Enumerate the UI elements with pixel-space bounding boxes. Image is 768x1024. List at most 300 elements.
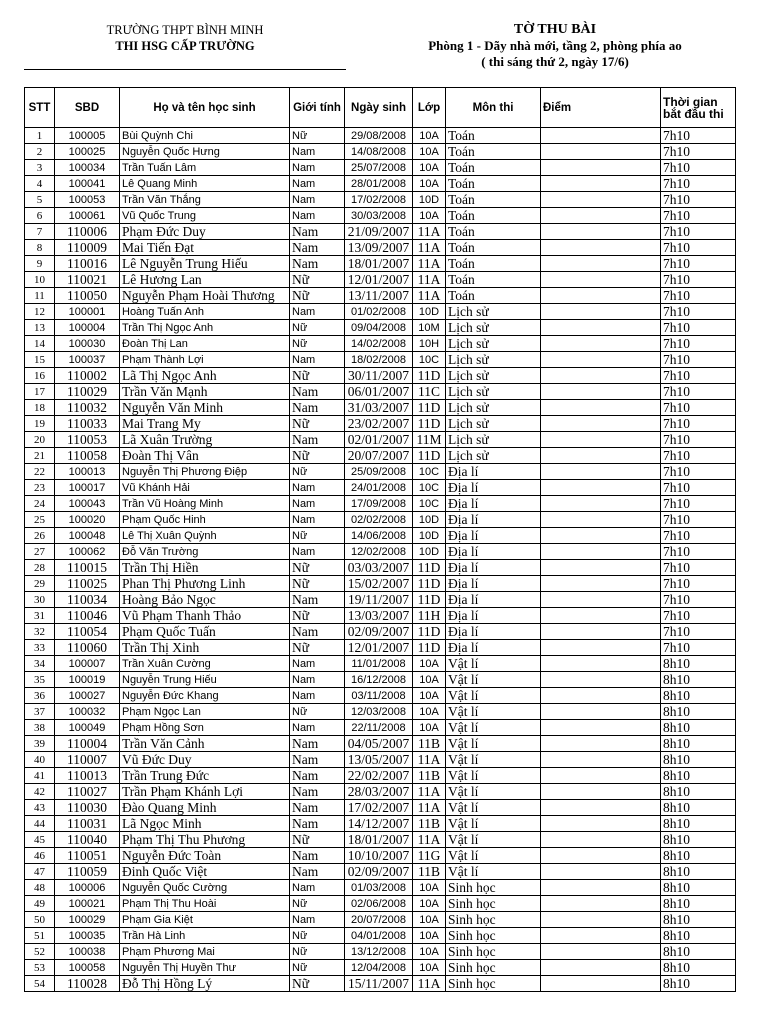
cell-class: 11B bbox=[413, 736, 446, 752]
cell-class: 10A bbox=[413, 128, 446, 144]
cell-class: 10A bbox=[413, 720, 446, 736]
cell-gender: Nam bbox=[290, 208, 345, 224]
cell-start-time: 8h10 bbox=[661, 656, 736, 672]
room-info: Phòng 1 - Dãy nhà mới, tầng 2, phòng phía ao bbox=[428, 38, 682, 53]
cell-name: Trần Văn Thắng bbox=[120, 192, 290, 208]
cell-start-time: 8h10 bbox=[661, 976, 736, 992]
cell-stt: 43 bbox=[25, 800, 55, 816]
cell-stt: 32 bbox=[25, 624, 55, 640]
cell-subject: Địa lí bbox=[446, 608, 541, 624]
cell-gender: Nam bbox=[290, 144, 345, 160]
col-header-score: Điểm bbox=[541, 88, 661, 128]
cell-subject: Vật lí bbox=[446, 704, 541, 720]
cell-class: 11D bbox=[413, 400, 446, 416]
cell-sbd: 110016 bbox=[55, 256, 120, 272]
cell-class: 10C bbox=[413, 480, 446, 496]
cell-gender: Nữ bbox=[290, 560, 345, 576]
cell-dob: 25/07/2008 bbox=[345, 160, 413, 176]
cell-sbd: 110021 bbox=[55, 272, 120, 288]
cell-dob: 13/12/2008 bbox=[345, 944, 413, 960]
cell-class: 11A bbox=[413, 272, 446, 288]
cell-class: 11D bbox=[413, 640, 446, 656]
cell-score bbox=[541, 512, 661, 528]
cell-subject: Địa lí bbox=[446, 624, 541, 640]
table-row bbox=[25, 544, 736, 560]
cell-class: 10H bbox=[413, 336, 446, 352]
cell-gender: Nam bbox=[290, 192, 345, 208]
cell-subject: Lịch sử bbox=[446, 368, 541, 384]
cell-score bbox=[541, 640, 661, 656]
cell-stt: 51 bbox=[25, 928, 55, 944]
cell-subject: Toán bbox=[446, 224, 541, 240]
cell-score bbox=[541, 464, 661, 480]
cell-dob: 02/09/2007 bbox=[345, 624, 413, 640]
cell-subject: Sinh học bbox=[446, 880, 541, 896]
cell-class: 10A bbox=[413, 144, 446, 160]
cell-score bbox=[541, 384, 661, 400]
cell-start-time: 8h10 bbox=[661, 928, 736, 944]
cell-gender: Nam bbox=[290, 224, 345, 240]
cell-class: 10A bbox=[413, 672, 446, 688]
cell-name: Đào Quang Minh bbox=[120, 800, 290, 816]
cell-stt: 29 bbox=[25, 576, 55, 592]
cell-class: 10A bbox=[413, 960, 446, 976]
cell-class: 10A bbox=[413, 944, 446, 960]
cell-sbd: 100005 bbox=[55, 128, 120, 144]
cell-dob: 01/03/2008 bbox=[345, 880, 413, 896]
cell-subject: Vật lí bbox=[446, 768, 541, 784]
cell-score bbox=[541, 656, 661, 672]
cell-dob: 14/08/2008 bbox=[345, 144, 413, 160]
cell-score bbox=[541, 752, 661, 768]
table-body bbox=[25, 128, 736, 992]
cell-sbd: 100035 bbox=[55, 928, 120, 944]
table-row bbox=[25, 816, 736, 832]
col-header-start-time: Thời gian bắt đầu thi bbox=[661, 88, 736, 128]
cell-start-time: 7h10 bbox=[661, 496, 736, 512]
cell-sbd: 100013 bbox=[55, 464, 120, 480]
cell-start-time: 7h10 bbox=[661, 512, 736, 528]
cell-sbd: 110002 bbox=[55, 368, 120, 384]
cell-stt: 25 bbox=[25, 512, 55, 528]
cell-stt: 35 bbox=[25, 672, 55, 688]
cell-gender: Nữ bbox=[290, 576, 345, 592]
cell-subject: Toán bbox=[446, 144, 541, 160]
cell-sbd: 110034 bbox=[55, 592, 120, 608]
cell-start-time: 7h10 bbox=[661, 128, 736, 144]
cell-start-time: 8h10 bbox=[661, 960, 736, 976]
cell-start-time: 7h10 bbox=[661, 272, 736, 288]
cell-score bbox=[541, 944, 661, 960]
cell-stt: 54 bbox=[25, 976, 55, 992]
cell-class: 11M bbox=[413, 432, 446, 448]
cell-score bbox=[541, 720, 661, 736]
col-header-sbd: SBD bbox=[55, 88, 120, 128]
cell-sbd: 100027 bbox=[55, 688, 120, 704]
cell-score bbox=[541, 288, 661, 304]
cell-name: Phạm Thị Thu Hoài bbox=[120, 896, 290, 912]
cell-name: Nguyễn Đức Toàn bbox=[120, 848, 290, 864]
table-row bbox=[25, 336, 736, 352]
cell-name: Lê Thị Xuân Quỳnh bbox=[120, 528, 290, 544]
cell-class: 11B bbox=[413, 768, 446, 784]
cell-stt: 14 bbox=[25, 336, 55, 352]
cell-score bbox=[541, 192, 661, 208]
cell-sbd: 100041 bbox=[55, 176, 120, 192]
cell-sbd: 110053 bbox=[55, 432, 120, 448]
cell-name: Trần Thị Xinh bbox=[120, 640, 290, 656]
cell-gender: Nam bbox=[290, 672, 345, 688]
cell-gender: Nam bbox=[290, 176, 345, 192]
cell-gender: Nữ bbox=[290, 464, 345, 480]
cell-name: Phạm Ngọc Lan bbox=[120, 704, 290, 720]
cell-dob: 17/02/2008 bbox=[345, 192, 413, 208]
cell-stt: 47 bbox=[25, 864, 55, 880]
cell-stt: 3 bbox=[25, 160, 55, 176]
cell-subject: Sinh học bbox=[446, 896, 541, 912]
cell-gender: Nam bbox=[290, 688, 345, 704]
cell-name: Mai Trang My bbox=[120, 416, 290, 432]
cell-stt: 9 bbox=[25, 256, 55, 272]
cell-score bbox=[541, 304, 661, 320]
cell-dob: 18/02/2008 bbox=[345, 352, 413, 368]
cell-gender: Nam bbox=[290, 432, 345, 448]
cell-stt: 53 bbox=[25, 960, 55, 976]
cell-dob: 14/12/2007 bbox=[345, 816, 413, 832]
cell-gender: Nam bbox=[290, 592, 345, 608]
cell-dob: 29/08/2008 bbox=[345, 128, 413, 144]
table-row bbox=[25, 976, 736, 992]
cell-score bbox=[541, 144, 661, 160]
table-row bbox=[25, 432, 736, 448]
session-info: ( thi sáng thứ 2, ngày 17/6) bbox=[481, 54, 629, 69]
cell-start-time: 8h10 bbox=[661, 848, 736, 864]
table-row bbox=[25, 576, 736, 592]
cell-name: Nguyễn Trung Hiếu bbox=[120, 672, 290, 688]
cell-dob: 11/01/2008 bbox=[345, 656, 413, 672]
cell-sbd: 100049 bbox=[55, 720, 120, 736]
cell-dob: 13/05/2007 bbox=[345, 752, 413, 768]
cell-stt: 46 bbox=[25, 848, 55, 864]
cell-stt: 37 bbox=[25, 704, 55, 720]
cell-class: 11D bbox=[413, 592, 446, 608]
cell-score bbox=[541, 784, 661, 800]
cell-class: 11H bbox=[413, 608, 446, 624]
cell-dob: 17/09/2008 bbox=[345, 496, 413, 512]
cell-dob: 30/11/2007 bbox=[345, 368, 413, 384]
cell-name: Phan Thị Phương Linh bbox=[120, 576, 290, 592]
cell-gender: Nam bbox=[290, 352, 345, 368]
cell-class: 11A bbox=[413, 800, 446, 816]
table-header-row bbox=[25, 88, 736, 128]
cell-dob: 28/01/2008 bbox=[345, 176, 413, 192]
cell-stt: 20 bbox=[25, 432, 55, 448]
cell-subject: Lịch sử bbox=[446, 416, 541, 432]
cell-start-time: 7h10 bbox=[661, 592, 736, 608]
cell-subject: Địa lí bbox=[446, 512, 541, 528]
cell-gender: Nam bbox=[290, 544, 345, 560]
cell-start-time: 8h10 bbox=[661, 720, 736, 736]
cell-sbd: 110058 bbox=[55, 448, 120, 464]
cell-class: 11D bbox=[413, 416, 446, 432]
cell-class: 10A bbox=[413, 160, 446, 176]
cell-dob: 19/11/2007 bbox=[345, 592, 413, 608]
cell-name: Nguyễn Văn Minh bbox=[120, 400, 290, 416]
cell-subject: Sinh học bbox=[446, 976, 541, 992]
cell-start-time: 8h10 bbox=[661, 784, 736, 800]
cell-class: 11D bbox=[413, 624, 446, 640]
cell-name: Vũ Quốc Trung bbox=[120, 208, 290, 224]
cell-name: Nguyễn Quốc Hưng bbox=[120, 144, 290, 160]
cell-start-time: 7h10 bbox=[661, 464, 736, 480]
cell-gender: Nữ bbox=[290, 336, 345, 352]
cell-sbd: 100037 bbox=[55, 352, 120, 368]
table-row bbox=[25, 688, 736, 704]
cell-gender: Nam bbox=[290, 160, 345, 176]
cell-name: Phạm Đức Duy bbox=[120, 224, 290, 240]
cell-score bbox=[541, 736, 661, 752]
cell-subject: Vật lí bbox=[446, 864, 541, 880]
cell-gender: Nam bbox=[290, 512, 345, 528]
cell-start-time: 8h10 bbox=[661, 800, 736, 816]
cell-stt: 45 bbox=[25, 832, 55, 848]
cell-sbd: 100062 bbox=[55, 544, 120, 560]
cell-name: Đoàn Thị Lan bbox=[120, 336, 290, 352]
cell-subject: Địa lí bbox=[446, 592, 541, 608]
table-row bbox=[25, 880, 736, 896]
cell-stt: 36 bbox=[25, 688, 55, 704]
cell-sbd: 100001 bbox=[55, 304, 120, 320]
cell-stt: 52 bbox=[25, 944, 55, 960]
cell-sbd: 100025 bbox=[55, 144, 120, 160]
cell-score bbox=[541, 336, 661, 352]
cell-start-time: 7h10 bbox=[661, 304, 736, 320]
cell-score bbox=[541, 368, 661, 384]
cell-stt: 1 bbox=[25, 128, 55, 144]
cell-score bbox=[541, 976, 661, 992]
cell-score bbox=[541, 880, 661, 896]
cell-start-time: 7h10 bbox=[661, 384, 736, 400]
cell-subject: Vật lí bbox=[446, 656, 541, 672]
table-row bbox=[25, 176, 736, 192]
col-header-name: Họ và tên học sinh bbox=[120, 88, 290, 128]
cell-class: 11A bbox=[413, 256, 446, 272]
cell-dob: 12/01/2007 bbox=[345, 272, 413, 288]
table-row bbox=[25, 960, 736, 976]
cell-score bbox=[541, 176, 661, 192]
cell-subject: Sinh học bbox=[446, 944, 541, 960]
cell-dob: 12/03/2008 bbox=[345, 704, 413, 720]
cell-name: Trần Văn Cảnh bbox=[120, 736, 290, 752]
cell-start-time: 7h10 bbox=[661, 208, 736, 224]
cell-subject: Lịch sử bbox=[446, 400, 541, 416]
cell-name: Nguyễn Đức Khang bbox=[120, 688, 290, 704]
table-row bbox=[25, 128, 736, 144]
cell-subject: Toán bbox=[446, 288, 541, 304]
table-row bbox=[25, 656, 736, 672]
cell-start-time: 8h10 bbox=[661, 736, 736, 752]
cell-gender: Nam bbox=[290, 304, 345, 320]
cell-class: 10D bbox=[413, 192, 446, 208]
cell-class: 10A bbox=[413, 208, 446, 224]
cell-gender: Nữ bbox=[290, 528, 345, 544]
cell-stt: 18 bbox=[25, 400, 55, 416]
cell-gender: Nữ bbox=[290, 608, 345, 624]
cell-gender: Nữ bbox=[290, 832, 345, 848]
cell-dob: 15/02/2007 bbox=[345, 576, 413, 592]
cell-subject: Vật lí bbox=[446, 832, 541, 848]
cell-class: 10A bbox=[413, 704, 446, 720]
cell-name: Trần Thị Ngọc Anh bbox=[120, 320, 290, 336]
cell-score bbox=[541, 448, 661, 464]
cell-start-time: 7h10 bbox=[661, 528, 736, 544]
cell-subject: Toán bbox=[446, 272, 541, 288]
table-row bbox=[25, 480, 736, 496]
cell-score bbox=[541, 240, 661, 256]
table-row bbox=[25, 784, 736, 800]
cell-gender: Nam bbox=[290, 736, 345, 752]
table-row bbox=[25, 368, 736, 384]
cell-stt: 4 bbox=[25, 176, 55, 192]
cell-start-time: 8h10 bbox=[661, 768, 736, 784]
cell-score bbox=[541, 128, 661, 144]
table-row bbox=[25, 928, 736, 944]
cell-stt: 16 bbox=[25, 368, 55, 384]
cell-gender: Nữ bbox=[290, 288, 345, 304]
table-row bbox=[25, 608, 736, 624]
cell-sbd: 110051 bbox=[55, 848, 120, 864]
cell-gender: Nam bbox=[290, 384, 345, 400]
cell-name: Mai Tiến Đạt bbox=[120, 240, 290, 256]
cell-stt: 40 bbox=[25, 752, 55, 768]
cell-subject: Lịch sử bbox=[446, 352, 541, 368]
cell-stt: 8 bbox=[25, 240, 55, 256]
document-title: TỜ THU BÀI bbox=[513, 22, 597, 37]
cell-name: Hoàng Bảo Ngọc bbox=[120, 592, 290, 608]
table-row bbox=[25, 224, 736, 240]
cell-gender: Nam bbox=[290, 496, 345, 512]
cell-dob: 15/11/2007 bbox=[345, 976, 413, 992]
cell-start-time: 7h10 bbox=[661, 416, 736, 432]
table-row bbox=[25, 240, 736, 256]
cell-sbd: 100034 bbox=[55, 160, 120, 176]
cell-start-time: 7h10 bbox=[661, 624, 736, 640]
cell-stt: 5 bbox=[25, 192, 55, 208]
cell-dob: 17/02/2007 bbox=[345, 800, 413, 816]
cell-score bbox=[541, 496, 661, 512]
cell-stt: 27 bbox=[25, 544, 55, 560]
cell-name: Trần Xuân Cường bbox=[120, 656, 290, 672]
cell-gender: Nam bbox=[290, 912, 345, 928]
cell-subject: Lịch sử bbox=[446, 336, 541, 352]
cell-start-time: 8h10 bbox=[661, 880, 736, 896]
table-row bbox=[25, 272, 736, 288]
cell-score bbox=[541, 848, 661, 864]
cell-sbd: 110031 bbox=[55, 816, 120, 832]
cell-subject: Toán bbox=[446, 176, 541, 192]
cell-sbd: 110059 bbox=[55, 864, 120, 880]
table-row bbox=[25, 320, 736, 336]
cell-dob: 14/02/2008 bbox=[345, 336, 413, 352]
table-row bbox=[25, 832, 736, 848]
cell-gender: Nam bbox=[290, 400, 345, 416]
cell-subject: Lịch sử bbox=[446, 320, 541, 336]
cell-dob: 02/06/2008 bbox=[345, 896, 413, 912]
cell-sbd: 110013 bbox=[55, 768, 120, 784]
document-header bbox=[0, 0, 768, 86]
cell-dob: 04/05/2007 bbox=[345, 736, 413, 752]
cell-stt: 42 bbox=[25, 784, 55, 800]
cell-dob: 20/07/2008 bbox=[345, 912, 413, 928]
cell-score bbox=[541, 912, 661, 928]
cell-class: 11A bbox=[413, 752, 446, 768]
cell-sbd: 100021 bbox=[55, 896, 120, 912]
cell-class: 10M bbox=[413, 320, 446, 336]
cell-subject: Lịch sử bbox=[446, 448, 541, 464]
cell-score bbox=[541, 480, 661, 496]
cell-score bbox=[541, 624, 661, 640]
table-row bbox=[25, 352, 736, 368]
cell-name: Trần Phạm Khánh Lợi bbox=[120, 784, 290, 800]
cell-score bbox=[541, 896, 661, 912]
cell-score bbox=[541, 816, 661, 832]
cell-stt: 34 bbox=[25, 656, 55, 672]
cell-score bbox=[541, 224, 661, 240]
cell-dob: 02/02/2008 bbox=[345, 512, 413, 528]
cell-score bbox=[541, 768, 661, 784]
cell-dob: 30/03/2008 bbox=[345, 208, 413, 224]
cell-sbd: 110029 bbox=[55, 384, 120, 400]
cell-start-time: 7h10 bbox=[661, 448, 736, 464]
cell-start-time: 8h10 bbox=[661, 864, 736, 880]
cell-dob: 18/01/2007 bbox=[345, 832, 413, 848]
cell-start-time: 7h10 bbox=[661, 480, 736, 496]
cell-score bbox=[541, 352, 661, 368]
cell-score bbox=[541, 320, 661, 336]
cell-sbd: 110009 bbox=[55, 240, 120, 256]
cell-start-time: 7h10 bbox=[661, 288, 736, 304]
cell-class: 10A bbox=[413, 176, 446, 192]
cell-gender: Nam bbox=[290, 480, 345, 496]
table-row bbox=[25, 288, 736, 304]
table-row bbox=[25, 256, 736, 272]
cell-dob: 23/02/2007 bbox=[345, 416, 413, 432]
cell-score bbox=[541, 544, 661, 560]
cell-subject: Sinh học bbox=[446, 912, 541, 928]
cell-class: 11D bbox=[413, 448, 446, 464]
table-row bbox=[25, 672, 736, 688]
cell-sbd: 110006 bbox=[55, 224, 120, 240]
cell-sbd: 110032 bbox=[55, 400, 120, 416]
cell-stt: 10 bbox=[25, 272, 55, 288]
cell-class: 10C bbox=[413, 352, 446, 368]
cell-stt: 24 bbox=[25, 496, 55, 512]
cell-name: Phạm Quốc Tuấn bbox=[120, 624, 290, 640]
cell-sbd: 100032 bbox=[55, 704, 120, 720]
cell-name: Đỗ Văn Trường bbox=[120, 544, 290, 560]
cell-sbd: 100043 bbox=[55, 496, 120, 512]
cell-start-time: 7h10 bbox=[661, 256, 736, 272]
cell-stt: 11 bbox=[25, 288, 55, 304]
cell-gender: Nữ bbox=[290, 320, 345, 336]
cell-class: 11A bbox=[413, 288, 446, 304]
table-row bbox=[25, 640, 736, 656]
cell-gender: Nam bbox=[290, 816, 345, 832]
col-header-class: Lớp bbox=[413, 88, 446, 128]
cell-dob: 12/02/2008 bbox=[345, 544, 413, 560]
cell-class: 10A bbox=[413, 688, 446, 704]
cell-dob: 21/09/2007 bbox=[345, 224, 413, 240]
